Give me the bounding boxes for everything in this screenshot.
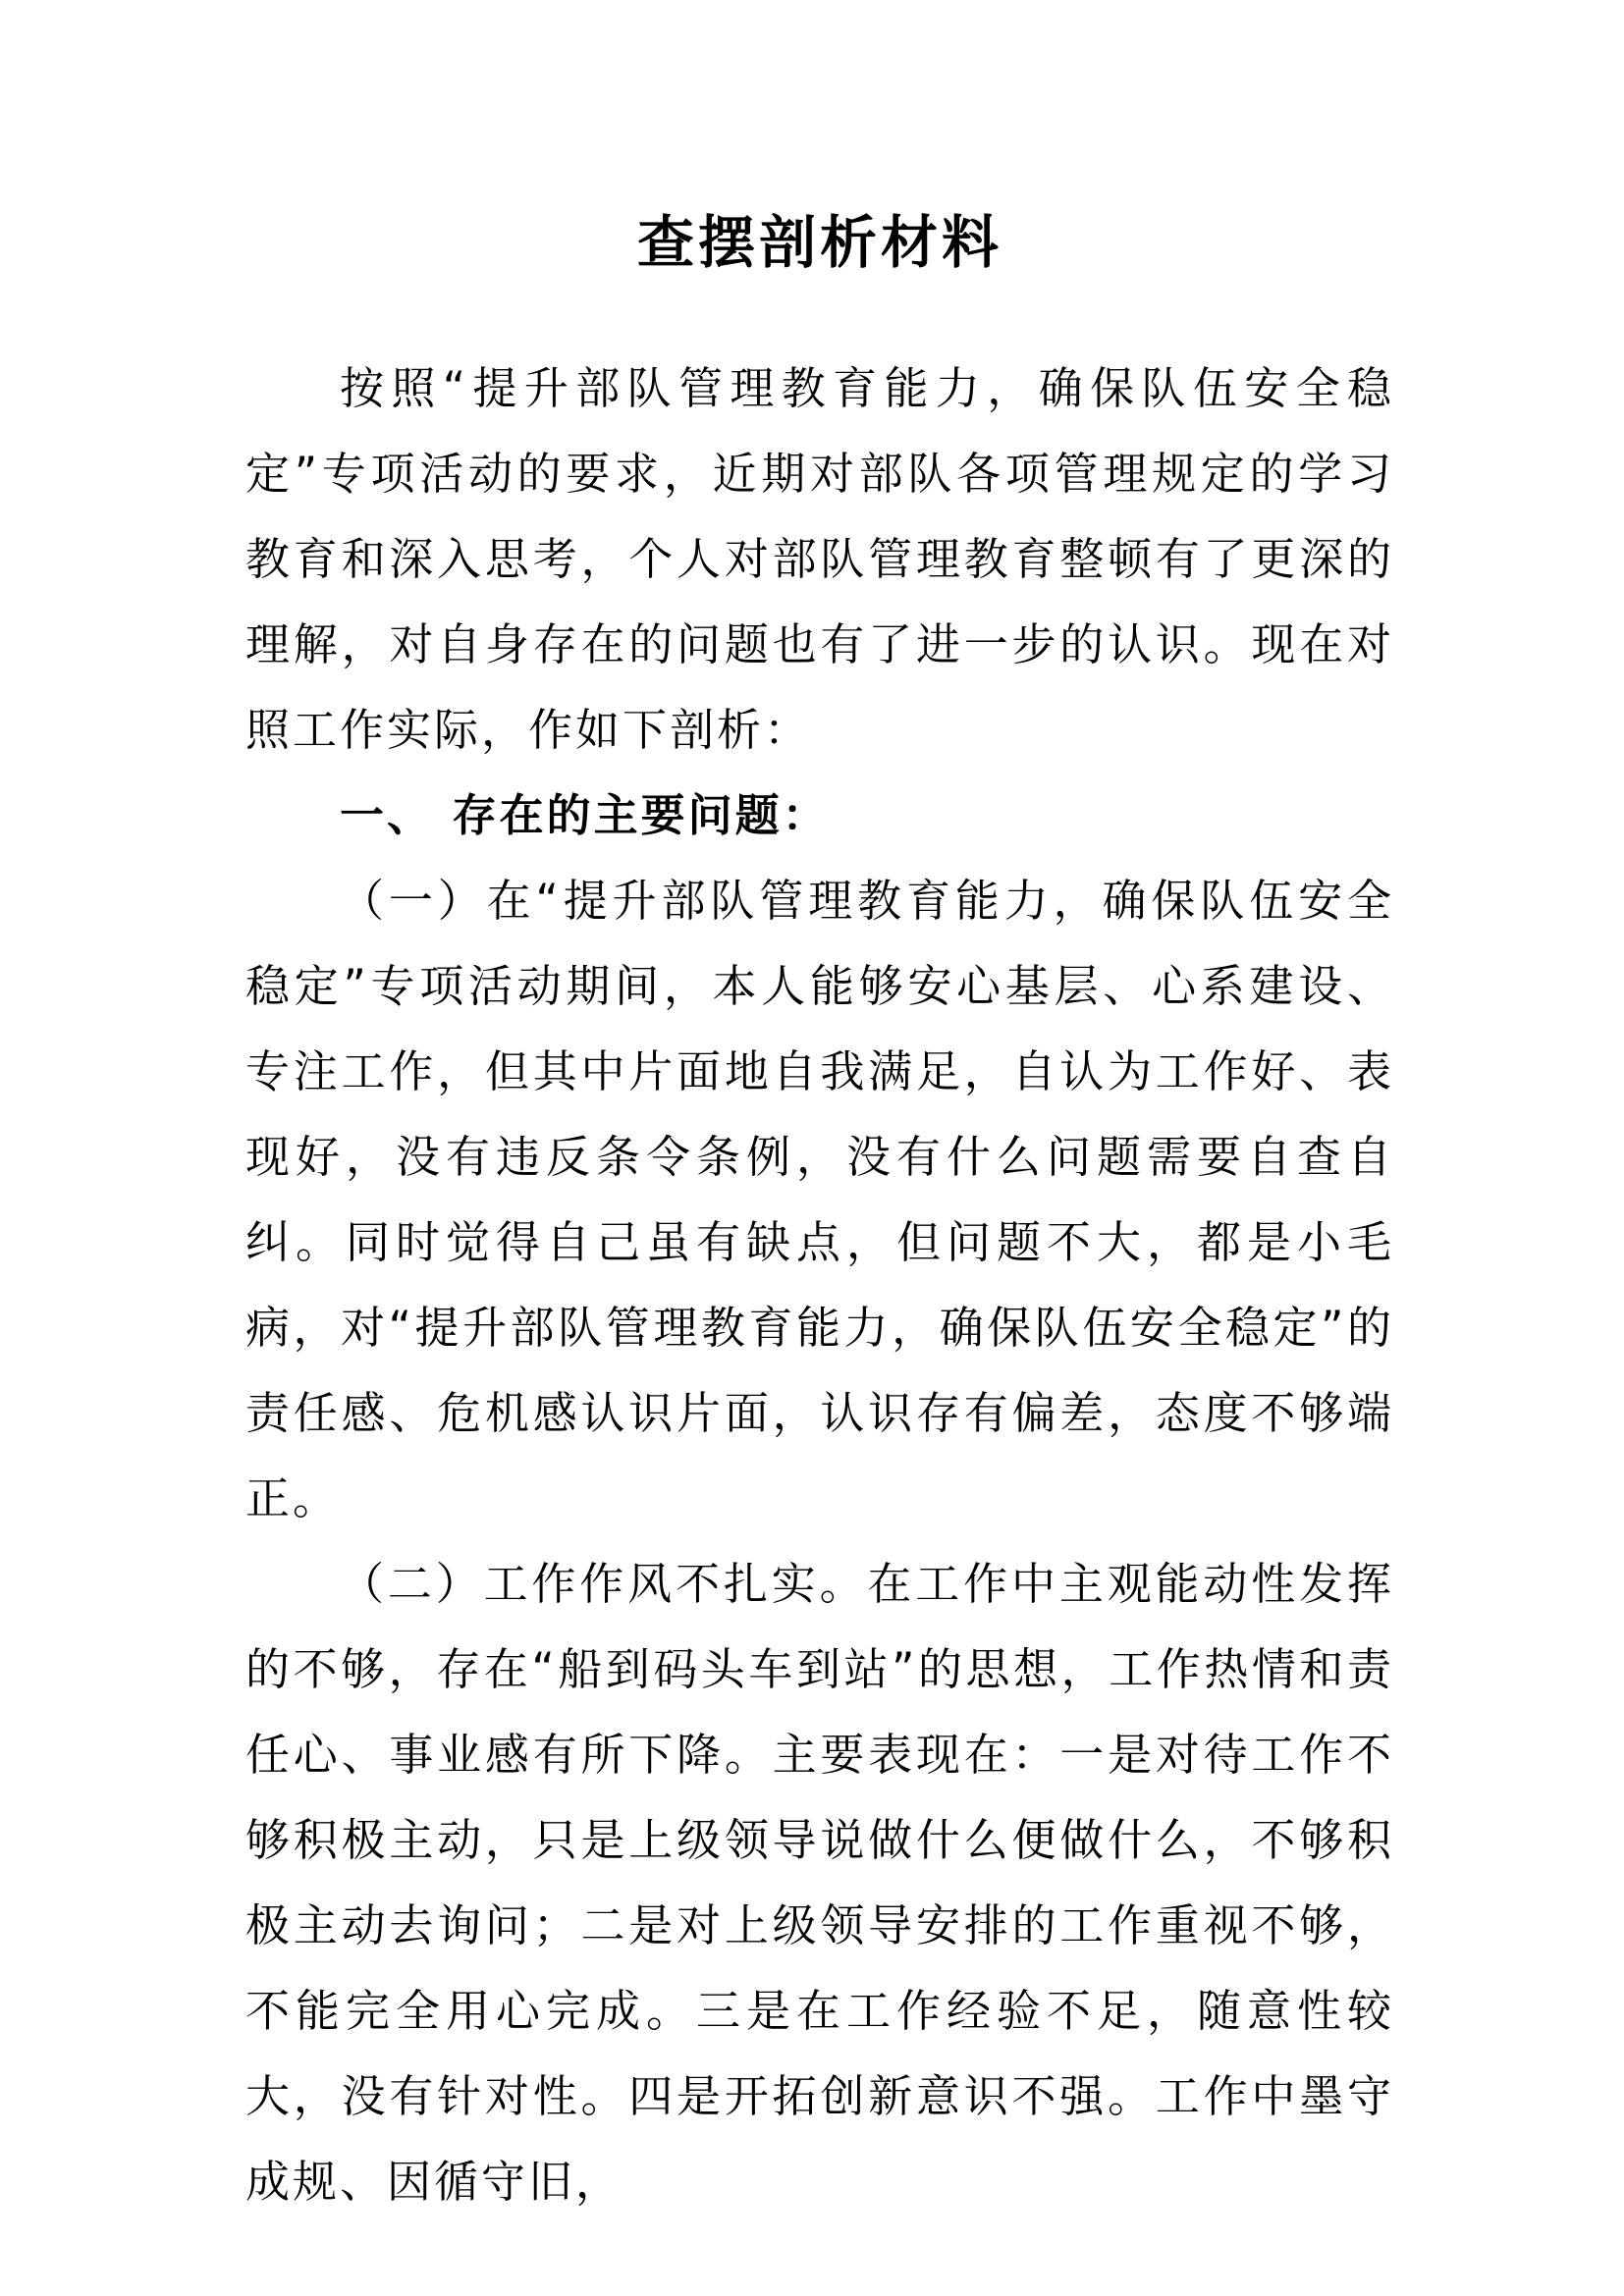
document-title: 查摆剖析材料 xyxy=(636,209,1002,276)
problem-paragraph-2: （二）工作作风不扎实。在工作中主观能动性发挥的不够，存在“船到码头车到站”的思想，工作热情和责任心、事业感有所下降。主要表现在：一是对待工作不够积极主动，只是上级领导说做什么便做什么，不够积极主动去询问；二是对上级领导安排的工作重视不够，不能完全用心完成。三是在工作经验不足，随意性较大，没有针对性。四是开拓创新意识不强。工作中墨守成规、因循守旧， xyxy=(245,1558,1394,2208)
section-heading-main-problems: 一、 存在的主要问题： xyxy=(340,789,830,841)
intro-paragraph: 按照“提升部队管理教育能力，确保队伍安全稳定”专项活动的要求，近期对部队各项管理规定的学习教育和深入思考，个人对部队管理教育整顿有了更深的理解，对自身存在的问题也有了进一步的认识。现在对照工作实际，作如下剖析： xyxy=(245,362,1394,756)
problem-paragraph-1: （一）在“提升部队管理教育能力，确保队伍安全稳定”专项活动期间，本人能够安心基层、心系建设、专注工作，但其中片面地自我满足，自认为工作好、表现好，没有违反条令条例，没有什么问题需要自查自纠。同时觉得自己虽有缺点，但问题不大，都是小毛病，对“提升部队管理教育能力，确保队伍安全稳定”的责任感、危机感认识片面，认识存有偏差，态度不够端正。 xyxy=(245,875,1394,1524)
